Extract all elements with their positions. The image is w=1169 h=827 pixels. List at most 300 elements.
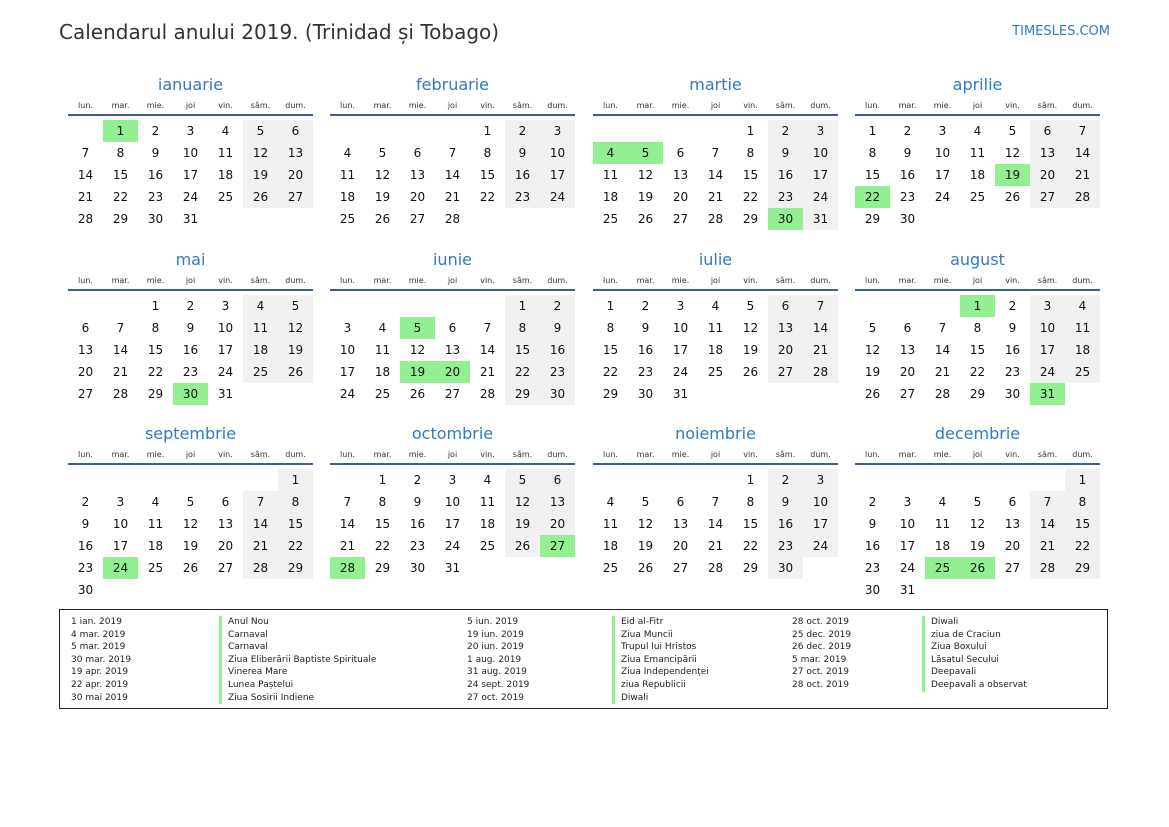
empty-cell (593, 120, 628, 142)
day-cell: 26 (637, 212, 654, 226)
day-cell: 27 (1030, 186, 1065, 208)
day-cell: 5 (243, 120, 278, 142)
day-cell: 21 (1065, 164, 1100, 186)
day-grid (593, 469, 838, 579)
day-cell: 10 (934, 146, 951, 160)
day-cell: 14 (1030, 513, 1065, 535)
empty-cell (330, 295, 365, 317)
day-cell: 28 (243, 557, 278, 579)
day-cell: 11 (147, 517, 164, 531)
day-cell: 27 (672, 212, 689, 226)
day-cell: 28 (707, 212, 724, 226)
day-cell: 21 (243, 535, 278, 557)
weekday-header (855, 97, 1100, 116)
legend-holiday-name: Deepavali (922, 666, 1027, 679)
day-cell: 29 (112, 212, 129, 226)
empty-cell (208, 469, 243, 491)
legend-date: 26 dec. 2019 (792, 642, 852, 653)
weekday-label: sâm. (1037, 276, 1058, 285)
day-cell: 9 (413, 495, 422, 509)
weekday-label: vin. (480, 450, 495, 459)
day-cell: 7 (448, 146, 457, 160)
day-cell: 23 (505, 186, 540, 208)
weekday-header (855, 272, 1100, 291)
day-grid (330, 295, 575, 405)
day-cell: 15 (1065, 513, 1100, 535)
empty-cell (400, 120, 435, 142)
legend-date: 28 oct. 2019 (792, 679, 849, 690)
weekday-label: joi (185, 101, 196, 110)
weekday-label: lun. (603, 101, 618, 110)
day-cell: 12 (969, 517, 986, 531)
weekday-label: sâm. (1037, 450, 1058, 459)
day-cell: 25 (217, 190, 234, 204)
weekday-label: mar. (636, 101, 655, 110)
day-cell: 7 (1065, 120, 1100, 142)
month-septembrie (68, 422, 313, 601)
day-cell: 24 (182, 190, 199, 204)
day-cell: 28 (479, 387, 496, 401)
day-cell: 25 (147, 561, 164, 575)
day-cell: 19 (742, 343, 759, 357)
day-cell: 14 (112, 343, 129, 357)
day-cell: 5 (186, 495, 195, 509)
day-cell: 5 (378, 146, 387, 160)
months-grid (68, 73, 1102, 603)
weekday-label: mar. (898, 450, 917, 459)
month-decembrie (855, 422, 1100, 601)
day-cell: 10 (182, 146, 199, 160)
empty-cell (628, 469, 663, 491)
day-cell: 24 (803, 535, 838, 557)
day-cell: 31 (217, 387, 234, 401)
day-cell: 13 (672, 168, 689, 182)
weekday-label: mie. (933, 101, 952, 110)
day-cell: 15 (742, 517, 759, 531)
day-cell: 8 (746, 146, 755, 160)
legend-holiday-name: Deepavali a observat (922, 679, 1027, 692)
day-cell: 17 (540, 164, 575, 186)
weekday-label: dum. (1072, 450, 1093, 459)
legend-holiday-name: Lunea Paștelui (219, 679, 376, 692)
weekday-label: mie. (408, 101, 427, 110)
day-cell: 14 (243, 513, 278, 535)
legend-holiday-name: ziua Republicii (612, 679, 709, 692)
holiday-day: 19 (995, 164, 1030, 186)
day-cell: 10 (1030, 317, 1065, 339)
day-cell: 15 (864, 168, 881, 182)
day-cell: 20 (672, 539, 689, 553)
day-cell: 8 (116, 146, 125, 160)
day-cell: 7 (711, 146, 720, 160)
holiday-day: 25 (925, 557, 960, 579)
day-cell: 31 (672, 387, 689, 401)
day-cell: 21 (77, 190, 94, 204)
weekday-label: sâm. (512, 276, 533, 285)
weekday-label: mar. (636, 276, 655, 285)
day-cell: 25 (969, 190, 986, 204)
legend-date: 27 oct. 2019 (467, 692, 524, 703)
empty-cell (400, 295, 435, 317)
holiday-day: 24 (103, 557, 138, 579)
weekday-label: lun. (865, 276, 880, 285)
day-cell: 3 (221, 299, 230, 313)
day-cell: 27 (444, 387, 461, 401)
day-cell: 1 (606, 299, 615, 313)
month-name: iulie (698, 250, 733, 269)
day-cell: 4 (483, 473, 492, 487)
day-cell: 22 (374, 539, 391, 553)
day-cell: 17 (803, 164, 838, 186)
day-cell: 18 (602, 539, 619, 553)
day-cell: 9 (768, 142, 803, 164)
empty-cell (330, 120, 365, 142)
month-aprilie (855, 73, 1100, 230)
day-cell: 11 (243, 317, 278, 339)
weekday-label: vin. (1005, 101, 1020, 110)
day-cell: 18 (339, 190, 356, 204)
day-cell: 7 (116, 321, 125, 335)
day-cell: 21 (707, 539, 724, 553)
day-cell: 15 (112, 168, 129, 182)
day-cell: 16 (147, 168, 164, 182)
weekday-label: sâm. (512, 450, 533, 459)
day-cell: 5 (278, 295, 313, 317)
day-cell: 27 (77, 387, 94, 401)
day-cell: 15 (742, 168, 759, 182)
day-cell: 3 (540, 120, 575, 142)
weekday-label: lun. (78, 101, 93, 110)
legend-date: 5 mar. 2019 (792, 654, 847, 665)
weekday-label: sâm. (512, 101, 533, 110)
weekday-label: mar. (111, 276, 130, 285)
day-cell: 12 (637, 168, 654, 182)
day-cell: 29 (374, 561, 391, 575)
day-cell: 24 (934, 190, 951, 204)
day-cell: 13 (444, 343, 461, 357)
empty-cell (435, 120, 470, 142)
legend-date: 30 mar. 2019 (71, 654, 132, 665)
weekday-label: mar. (898, 276, 917, 285)
day-cell: 20 (409, 190, 426, 204)
day-cell: 14 (479, 343, 496, 357)
day-cell: 22 (505, 361, 540, 383)
holiday-day: 5 (628, 142, 663, 164)
day-cell: 26 (742, 365, 759, 379)
weekday-label: vin. (218, 101, 233, 110)
day-cell: 13 (217, 517, 234, 531)
weekday-header (68, 97, 313, 116)
day-cell: 22 (112, 190, 129, 204)
day-cell: 25 (1065, 361, 1100, 383)
month-name: noiembrie (675, 424, 756, 443)
day-cell: 8 (505, 317, 540, 339)
day-cell: 4 (973, 124, 982, 138)
legend-date: 22 apr. 2019 (71, 679, 129, 690)
day-cell: 14 (444, 168, 461, 182)
day-cell: 18 (374, 365, 391, 379)
legend-holiday-name: Ziua Independenței (612, 666, 709, 679)
day-cell: 9 (540, 317, 575, 339)
day-cell: 18 (969, 168, 986, 182)
day-cell: 10 (803, 491, 838, 513)
day-cell: 3 (116, 495, 125, 509)
weekday-label: mie. (146, 101, 165, 110)
day-cell: 5 (1008, 124, 1017, 138)
day-cell: 23 (77, 561, 94, 575)
empty-cell (103, 469, 138, 491)
legend-holiday-name: Anul Nou (219, 616, 376, 629)
empty-cell (925, 469, 960, 491)
legend-holiday-name: Ziua Emancipării (612, 654, 709, 667)
weekday-label: dum. (810, 450, 831, 459)
weekday-label: vin. (480, 101, 495, 110)
day-grid (855, 120, 1100, 230)
day-cell: 1 (746, 124, 755, 138)
weekday-label: lun. (865, 101, 880, 110)
day-cell: 17 (934, 168, 951, 182)
weekday-label: joi (185, 450, 196, 459)
day-cell: 4 (343, 146, 352, 160)
holiday-day: 19 (400, 361, 435, 383)
day-cell: 10 (339, 343, 356, 357)
day-cell: 13 (540, 491, 575, 513)
month-name: februarie (415, 75, 490, 94)
weekday-label: joi (447, 276, 458, 285)
day-cell: 18 (243, 339, 278, 361)
day-cell: 2 (768, 469, 803, 491)
day-cell: 4 (151, 495, 160, 509)
empty-cell (68, 469, 103, 491)
day-cell: 15 (602, 343, 619, 357)
day-cell: 22 (147, 365, 164, 379)
day-cell: 6 (768, 295, 803, 317)
day-cell: 2 (413, 473, 422, 487)
day-cell: 8 (746, 495, 755, 509)
day-cell: 21 (1030, 535, 1065, 557)
day-cell: 10 (540, 142, 575, 164)
day-cell: 10 (803, 142, 838, 164)
day-cell: 11 (602, 517, 619, 531)
day-cell: 22 (278, 535, 313, 557)
day-cell: 7 (711, 495, 720, 509)
legend-date: 25 dec. 2019 (792, 629, 852, 640)
weekday-label: sâm. (250, 276, 271, 285)
day-cell: 23 (864, 561, 881, 575)
day-cell: 20 (899, 365, 916, 379)
weekday-label: dum. (285, 276, 306, 285)
day-cell: 17 (672, 343, 689, 357)
weekday-label: mie. (408, 276, 427, 285)
day-cell: 12 (182, 517, 199, 531)
legend-holiday-name: Trupul lui Hristos (612, 641, 709, 654)
day-cell: 3 (676, 299, 685, 313)
legend-holiday-name: ziua de Craciun (922, 629, 1027, 642)
month-name: ianuarie (157, 75, 224, 94)
holiday-legend (59, 609, 1108, 709)
day-cell: 6 (278, 120, 313, 142)
day-cell: 25 (602, 561, 619, 575)
day-cell: 6 (413, 146, 422, 160)
day-cell: 16 (540, 339, 575, 361)
day-cell: 23 (637, 365, 654, 379)
day-cell: 14 (707, 517, 724, 531)
day-cell: 10 (672, 321, 689, 335)
legend-date: 1 ian. 2019 (71, 617, 122, 627)
month-octombrie (330, 422, 575, 579)
day-cell: 13 (672, 517, 689, 531)
day-cell: 24 (339, 387, 356, 401)
month-name: mai (175, 250, 206, 269)
day-cell: 18 (217, 168, 234, 182)
day-cell: 29 (1065, 557, 1100, 579)
day-cell: 11 (339, 168, 356, 182)
day-cell: 29 (147, 387, 164, 401)
weekday-label: dum. (547, 450, 568, 459)
weekday-label: lun. (78, 450, 93, 459)
weekday-label: vin. (1005, 276, 1020, 285)
day-grid (855, 295, 1100, 405)
day-cell: 19 (637, 539, 654, 553)
weekday-label: lun. (78, 276, 93, 285)
day-cell: 26 (505, 535, 540, 557)
day-cell: 25 (479, 539, 496, 553)
day-cell: 25 (602, 212, 619, 226)
day-cell: 21 (707, 190, 724, 204)
day-cell: 6 (81, 321, 90, 335)
day-grid (855, 469, 1100, 601)
day-cell: 12 (864, 343, 881, 357)
day-cell: 3 (803, 469, 838, 491)
day-cell: 28 (112, 387, 129, 401)
day-grid (68, 469, 313, 601)
weekday-label: vin. (1005, 450, 1020, 459)
legend-names-column (612, 616, 709, 704)
day-cell: 17 (339, 365, 356, 379)
day-cell: 19 (374, 190, 391, 204)
day-cell: 25 (339, 212, 356, 226)
holiday-day: 27 (540, 535, 575, 557)
day-cell: 13 (278, 142, 313, 164)
day-cell: 16 (1004, 343, 1021, 357)
day-cell: 16 (77, 539, 94, 553)
month-name: septembrie (144, 424, 237, 443)
day-cell: 9 (868, 517, 877, 531)
weekday-label: mar. (898, 101, 917, 110)
legend-date: 27 oct. 2019 (792, 667, 849, 678)
weekday-label: joi (972, 276, 983, 285)
day-cell: 1 (746, 473, 755, 487)
day-cell: 1 (378, 473, 387, 487)
day-cell: 11 (374, 343, 391, 357)
day-cell: 27 (899, 387, 916, 401)
day-cell: 2 (768, 120, 803, 142)
weekday-header (68, 272, 313, 291)
empty-cell (365, 295, 400, 317)
month-iunie (330, 248, 575, 405)
day-cell: 16 (768, 513, 803, 535)
day-cell: 6 (540, 469, 575, 491)
day-cell: 10 (444, 495, 461, 509)
weekday-header (593, 97, 838, 116)
day-cell: 13 (1004, 517, 1021, 531)
day-grid (593, 120, 838, 230)
day-cell: 21 (479, 365, 496, 379)
day-cell: 19 (505, 513, 540, 535)
day-cell: 8 (151, 321, 160, 335)
day-cell: 21 (339, 539, 356, 553)
day-cell: 9 (186, 321, 195, 335)
day-cell: 11 (602, 168, 619, 182)
day-cell: 25 (374, 387, 391, 401)
empty-cell (365, 120, 400, 142)
day-cell: 11 (934, 517, 951, 531)
day-cell: 26 (864, 387, 881, 401)
day-cell: 28 (803, 361, 838, 383)
empty-cell (925, 295, 960, 317)
empty-cell (593, 469, 628, 491)
day-cell: 27 (672, 561, 689, 575)
day-cell: 4 (938, 495, 947, 509)
legend-holiday-name: Diwali (612, 692, 709, 705)
day-cell: 11 (707, 321, 724, 335)
day-cell: 9 (1008, 321, 1017, 335)
day-cell: 12 (409, 343, 426, 357)
weekday-label: joi (972, 450, 983, 459)
legend-date: 4 mar. 2019 (71, 629, 126, 640)
day-cell: 9 (768, 491, 803, 513)
day-cell: 12 (505, 491, 540, 513)
day-cell: 23 (409, 539, 426, 553)
legend-holiday-name: Ziua Muncii (612, 629, 709, 642)
site-link[interactable]: TIMESLES.COM (1012, 24, 1110, 39)
weekday-label: dum. (810, 276, 831, 285)
month-name: martie (689, 75, 742, 94)
day-cell: 28 (1030, 557, 1065, 579)
holiday-day: 28 (330, 557, 365, 579)
day-cell: 15 (479, 168, 496, 182)
day-cell: 3 (186, 124, 195, 138)
day-cell: 19 (864, 365, 881, 379)
empty-cell (663, 469, 698, 491)
day-cell: 8 (868, 146, 877, 160)
day-cell: 6 (676, 146, 685, 160)
weekday-label: joi (447, 101, 458, 110)
day-cell: 7 (243, 491, 278, 513)
day-cell: 13 (77, 343, 94, 357)
weekday-header (330, 97, 575, 116)
weekday-label: mie. (933, 450, 952, 459)
month-august (855, 248, 1100, 405)
weekday-label: joi (710, 276, 721, 285)
empty-cell (330, 469, 365, 491)
day-cell: 23 (147, 190, 164, 204)
empty-cell (995, 469, 1030, 491)
legend-date: 19 apr. 2019 (71, 667, 129, 678)
day-cell: 13 (1030, 142, 1065, 164)
legend-date: 5 mar. 2019 (71, 642, 126, 653)
legend-date: 28 oct. 2019 (792, 617, 849, 627)
day-cell: 2 (540, 295, 575, 317)
weekday-label: mar. (373, 276, 392, 285)
weekday-label: sâm. (775, 276, 796, 285)
day-cell: 9 (81, 517, 90, 531)
legend-date: 24 sept. 2019 (467, 679, 530, 690)
day-cell: 14 (707, 168, 724, 182)
empty-cell (855, 469, 890, 491)
day-cell: 30 (864, 583, 881, 597)
day-cell: 2 (505, 120, 540, 142)
